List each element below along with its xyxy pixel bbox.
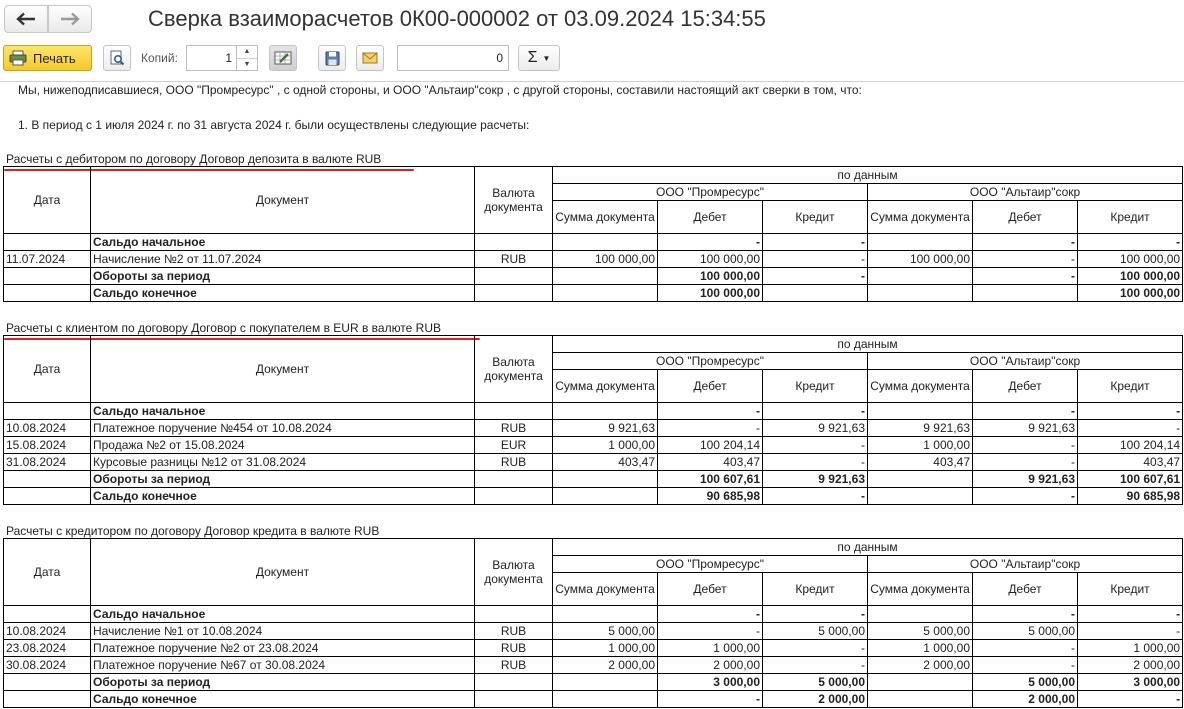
cell-a1 (553, 488, 658, 505)
table-row (4, 623, 1183, 640)
envelope-icon (362, 52, 378, 64)
header-debit: Дебет (658, 370, 763, 403)
cell-a1 (553, 674, 658, 691)
cell-a1 (553, 471, 658, 488)
cell-a2 (868, 403, 973, 420)
chevron-down-icon: ▼ (542, 53, 551, 63)
cell-d2: 9 921,63 (973, 420, 1078, 437)
cell-d1: 90 685,98 (658, 488, 763, 505)
total-row (4, 691, 1183, 708)
cell-d1: 100 000,00 (658, 268, 763, 285)
cell-document: Платежное поручение №2 от 23.08.2024 (91, 640, 475, 657)
cell-c2: 100 000,00 (1078, 268, 1183, 285)
cell-document: Платежное поручение №67 от 30.08.2024 (91, 657, 475, 674)
cell-document: Начисление №2 от 11.07.2024 (91, 251, 475, 268)
header-amount: Сумма документа (553, 201, 658, 234)
cell-currency (475, 268, 553, 285)
cell-c2: 3 000,00 (1078, 674, 1183, 691)
sum-field[interactable]: 0 (397, 45, 509, 71)
forward-button[interactable] (48, 5, 92, 33)
cell-document: Обороты за период (91, 674, 475, 691)
cell-currency: RUB (475, 454, 553, 471)
cell-d1: 403,47 (658, 454, 763, 471)
cell-currency: RUB (475, 251, 553, 268)
preview-button[interactable] (103, 45, 131, 71)
cell-a1: 1 000,00 (553, 640, 658, 657)
edit-icon (274, 50, 292, 66)
cell-c1: 9 921,63 (763, 471, 868, 488)
spin-down-icon[interactable]: ▼ (243, 60, 251, 68)
cell-currency (475, 691, 553, 708)
cell-c1: - (763, 488, 868, 505)
cell-a2 (868, 285, 973, 302)
cell-a2 (868, 268, 973, 285)
header-credit: Кредит (763, 201, 868, 234)
cell-currency (475, 606, 553, 623)
header-currency: Валюта документа (475, 539, 553, 606)
header-document: Документ (91, 167, 475, 234)
cell-d1: 100 000,00 (658, 285, 763, 302)
window-header (0, 0, 1184, 82)
cell-a1: 2 000,00 (553, 657, 658, 674)
cell-a2 (868, 674, 973, 691)
copies-label: Копий: (141, 51, 178, 65)
printer-icon (9, 50, 27, 66)
cell-d1: - (658, 403, 763, 420)
header-debit: Дебет (973, 573, 1078, 606)
table-row (4, 420, 1183, 437)
sum-dropdown-button[interactable] (518, 45, 560, 71)
cell-date (4, 285, 91, 302)
cell-a2: 5 000,00 (868, 623, 973, 640)
cell-currency (475, 234, 553, 251)
section-title: Расчеты с клиентом по договору Договор с покупателем в EUR в валюте RUB (6, 321, 442, 335)
cell-date: 30.08.2024 (4, 657, 91, 674)
header-org2: ООО "Альтаир"сокр (868, 556, 1183, 573)
cell-document: Сальдо конечное (91, 285, 475, 302)
cell-c1 (763, 285, 868, 302)
back-button[interactable] (4, 5, 48, 33)
cell-a1 (553, 403, 658, 420)
cell-a1: 100 000,00 (553, 251, 658, 268)
arrow-right-icon (60, 12, 80, 26)
intro-text: Мы, нижеподписавшиеся, ООО "Промресурс" , с одной стороны, и ООО "Альтаир"сокр , с другой стороны, составили настоящий акт сверки в том, что: (18, 83, 862, 97)
cell-date: 23.08.2024 (4, 640, 91, 657)
period-text: 1. В период с 1 июля 2024 г. по 31 августа 2024 г. были осуществлены следующие расчеты: (18, 118, 530, 132)
cell-d1: - (658, 691, 763, 708)
table-row (4, 454, 1183, 471)
cell-document: Курсовые разницы №12 от 31.08.2024 (91, 454, 475, 471)
preview-icon (109, 50, 125, 66)
cell-d1: - (658, 623, 763, 640)
header-credit: Кредит (1078, 573, 1183, 606)
cell-date (4, 606, 91, 623)
cell-document: Сальдо начальное (91, 403, 475, 420)
header-debit: Дебет (658, 573, 763, 606)
header-document: Документ (91, 539, 475, 606)
sigma-icon: Σ (527, 49, 538, 66)
cell-a1 (553, 234, 658, 251)
cell-d2: - (973, 657, 1078, 674)
cell-a1: 5 000,00 (553, 623, 658, 640)
cell-d1: - (658, 606, 763, 623)
cell-currency: RUB (475, 623, 553, 640)
cell-c2: - (1078, 420, 1183, 437)
cell-d1: 3 000,00 (658, 674, 763, 691)
total-row (4, 488, 1183, 505)
cell-d2: - (973, 251, 1078, 268)
cell-c2: 100 000,00 (1078, 251, 1183, 268)
total-row (4, 674, 1183, 691)
cell-a2: 1 000,00 (868, 640, 973, 657)
table-header-row (4, 336, 1183, 353)
header-date: Дата (4, 539, 91, 606)
cell-c2: - (1078, 234, 1183, 251)
cell-document: Начисление №1 от 10.08.2024 (91, 623, 475, 640)
cell-currency: RUB (475, 420, 553, 437)
cell-document: Продажа №2 от 15.08.2024 (91, 437, 475, 454)
section-title: Расчеты с кредитором по договору Договор кредита в валюте RUB (6, 524, 380, 538)
cell-date (4, 488, 91, 505)
cell-currency (475, 471, 553, 488)
header-credit: Кредит (763, 573, 868, 606)
cell-c2: 1 000,00 (1078, 640, 1183, 657)
header-amount: Сумма документа (553, 573, 658, 606)
cell-d2: 5 000,00 (973, 623, 1078, 640)
cell-a1 (553, 285, 658, 302)
cell-date (4, 234, 91, 251)
header-debit: Дебет (973, 370, 1078, 403)
edit-button[interactable] (269, 45, 297, 71)
cell-date (4, 691, 91, 708)
cell-c1: - (763, 403, 868, 420)
table-row (4, 437, 1183, 454)
cell-document: Сальдо конечное (91, 488, 475, 505)
cell-d1: 1 000,00 (658, 640, 763, 657)
table-row (4, 657, 1183, 674)
table-header-row (4, 167, 1183, 184)
header-document: Документ (91, 336, 475, 403)
total-row (4, 606, 1183, 623)
header-date: Дата (4, 336, 91, 403)
header-currency: Валюта документа (475, 336, 553, 403)
cell-c1: - (763, 454, 868, 471)
cell-a2 (868, 471, 973, 488)
cell-c2: 2 000,00 (1078, 657, 1183, 674)
cell-a2 (868, 691, 973, 708)
section-title: Расчеты с дебитором по договору Договор депозита в валюте RUB (6, 152, 382, 166)
cell-currency (475, 488, 553, 505)
cell-a1: 9 921,63 (553, 420, 658, 437)
cell-currency: EUR (475, 437, 553, 454)
header-org1: ООО "Промресурс" (553, 556, 868, 573)
cell-c1: 5 000,00 (763, 623, 868, 640)
total-row (4, 285, 1183, 302)
cell-c2: - (1078, 403, 1183, 420)
cell-c2: - (1078, 691, 1183, 708)
cell-currency (475, 403, 553, 420)
cell-c1: 2 000,00 (763, 691, 868, 708)
cell-date: 10.08.2024 (4, 420, 91, 437)
cell-a2: 1 000,00 (868, 437, 973, 454)
cell-c1: - (763, 640, 868, 657)
header-credit: Кредит (1078, 201, 1183, 234)
header-by-data: по данным (553, 167, 1183, 184)
cell-c2: 100 000,00 (1078, 285, 1183, 302)
cell-a2: 9 921,63 (868, 420, 973, 437)
arrow-left-icon (16, 12, 36, 26)
cell-date (4, 403, 91, 420)
cell-a2 (868, 234, 973, 251)
cell-d2: - (973, 437, 1078, 454)
cell-a1 (553, 691, 658, 708)
cell-d2: 2 000,00 (973, 691, 1078, 708)
cell-d2: - (973, 488, 1078, 505)
cell-d2: - (973, 606, 1078, 623)
cell-c2: 100 607,61 (1078, 471, 1183, 488)
total-row (4, 234, 1183, 251)
cell-document: Обороты за период (91, 268, 475, 285)
cell-document: Сальдо начальное (91, 606, 475, 623)
cell-c2: - (1078, 623, 1183, 640)
reconciliation-table (3, 166, 1183, 302)
cell-currency: RUB (475, 640, 553, 657)
cell-d2: - (973, 403, 1078, 420)
cell-c2: 90 685,98 (1078, 488, 1183, 505)
cell-c1: 5 000,00 (763, 674, 868, 691)
cell-a2 (868, 606, 973, 623)
cell-d2: 5 000,00 (973, 674, 1078, 691)
cell-d1: - (658, 420, 763, 437)
cell-d1: 100 000,00 (658, 251, 763, 268)
cell-d2 (973, 285, 1078, 302)
cell-c1: - (763, 251, 868, 268)
total-row (4, 268, 1183, 285)
copies-input[interactable]: 1 (186, 45, 236, 71)
cell-a2: 403,47 (868, 454, 973, 471)
cell-date (4, 471, 91, 488)
cell-d2: - (973, 454, 1078, 471)
cell-c2: 100 204,14 (1078, 437, 1183, 454)
header-credit: Кредит (1078, 370, 1183, 403)
window-title: Сверка взаиморасчетов 0К00-000002 от 03.09.2024 15:34:55 (148, 6, 766, 31)
header-org2: ООО "Альтаир"сокр (868, 353, 1183, 370)
print-label: Печать (33, 50, 76, 66)
total-row (4, 403, 1183, 420)
header-by-data: по данным (553, 539, 1183, 556)
total-row (4, 471, 1183, 488)
report-document (0, 81, 1184, 709)
table-header-row (4, 539, 1183, 556)
header-by-data: по данным (553, 336, 1183, 353)
header-org2: ООО "Альтаир"сокр (868, 184, 1183, 201)
cell-document: Сальдо начальное (91, 234, 475, 251)
print-button[interactable] (3, 45, 92, 71)
header-debit: Дебет (973, 201, 1078, 234)
cell-document: Платежное поручение №454 от 10.08.2024 (91, 420, 475, 437)
header-org1: ООО "Промресурс" (553, 184, 868, 201)
cell-date (4, 674, 91, 691)
header-org1: ООО "Промресурс" (553, 353, 868, 370)
cell-document: Обороты за период (91, 471, 475, 488)
table-row (4, 640, 1183, 657)
cell-c1: - (763, 268, 868, 285)
table-row (4, 251, 1183, 268)
cell-a2 (868, 488, 973, 505)
reconciliation-table (3, 335, 1183, 505)
cell-currency: RUB (475, 657, 553, 674)
header-amount: Сумма документа (868, 201, 973, 234)
spin-up-icon[interactable]: ▲ (237, 46, 257, 59)
cell-d2: - (973, 268, 1078, 285)
cell-date: 15.08.2024 (4, 437, 91, 454)
cell-d1: 100 607,61 (658, 471, 763, 488)
save-button[interactable] (318, 45, 346, 71)
cell-a1 (553, 268, 658, 285)
cell-c1: - (763, 234, 868, 251)
cell-c1: 9 921,63 (763, 420, 868, 437)
cell-a1 (553, 606, 658, 623)
header-credit: Кредит (763, 370, 868, 403)
send-email-button[interactable] (356, 45, 384, 71)
header-amount: Сумма документа (868, 370, 973, 403)
cell-d2: 9 921,63 (973, 471, 1078, 488)
cell-currency (475, 674, 553, 691)
cell-document: Сальдо конечное (91, 691, 475, 708)
cell-c1: - (763, 606, 868, 623)
header-date: Дата (4, 167, 91, 234)
cell-d2: - (973, 234, 1078, 251)
cell-c2: 403,47 (1078, 454, 1183, 471)
copies-stepper[interactable] (236, 45, 258, 71)
cell-d1: 2 000,00 (658, 657, 763, 674)
floppy-disk-icon (325, 51, 340, 66)
cell-a2: 2 000,00 (868, 657, 973, 674)
header-amount: Сумма документа (553, 370, 658, 403)
cell-date: 10.08.2024 (4, 623, 91, 640)
cell-d1: - (658, 234, 763, 251)
header-amount: Сумма документа (868, 573, 973, 606)
header-currency: Валюта документа (475, 167, 553, 234)
header-debit: Дебет (658, 201, 763, 234)
cell-date (4, 268, 91, 285)
cell-c2: - (1078, 606, 1183, 623)
cell-c1: - (763, 437, 868, 454)
cell-d1: 100 204,14 (658, 437, 763, 454)
cell-a1: 1 000,00 (553, 437, 658, 454)
cell-currency (475, 285, 553, 302)
cell-a1: 403,47 (553, 454, 658, 471)
reconciliation-table (3, 538, 1183, 708)
cell-c1: - (763, 657, 868, 674)
cell-a2: 100 000,00 (868, 251, 973, 268)
cell-date: 11.07.2024 (4, 251, 91, 268)
cell-d2: - (973, 640, 1078, 657)
cell-date: 31.08.2024 (4, 454, 91, 471)
